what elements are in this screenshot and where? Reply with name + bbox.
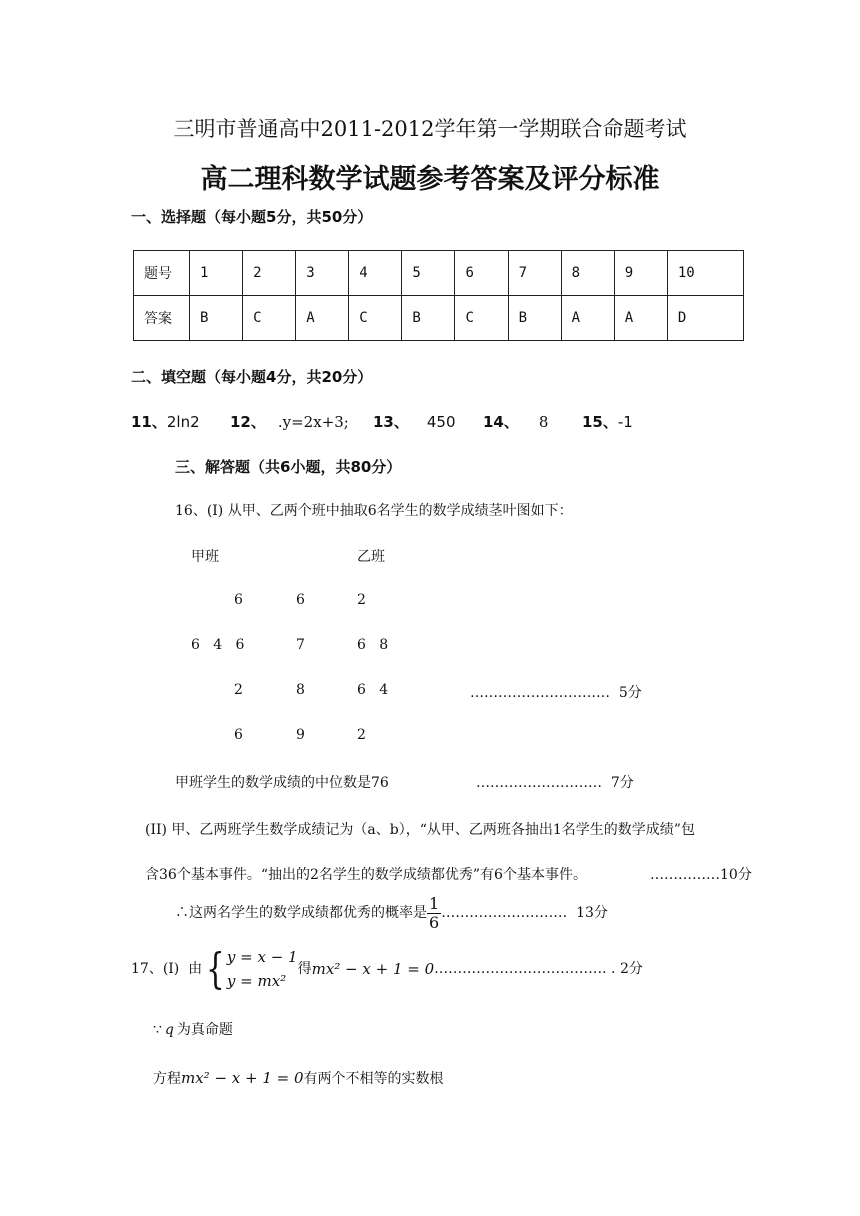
equation-expression: mx² − x + 1 = 0: [181, 1069, 304, 1087]
fill-item-answer: 2ln2: [166, 413, 200, 431]
equation-1: y = x − 1: [226, 948, 298, 966]
answer-cell: B: [508, 296, 561, 341]
q16-part2-line1: (II) 甲、乙两班学生数学成绩记为（a、b），“从甲、乙两班各抽出1名学生的数学成绩”包: [145, 822, 695, 838]
score-mark: ……………10分: [650, 867, 752, 883]
answer-cell: C: [455, 296, 508, 341]
document-subtitle: 高二理科数学试题参考答案及评分标准: [200, 164, 660, 195]
question-number: 1: [190, 251, 243, 296]
stem-leaf-label-jia: 甲班: [191, 549, 219, 565]
answer-row: [134, 296, 744, 341]
answer-cell: C: [349, 296, 402, 341]
q16-intro: 16、(I) 从甲、乙两个班中抽取6名学生的数学成绩茎叶图如下：: [175, 503, 573, 519]
stem-leaf-stem: 6: [296, 592, 305, 608]
fill-item-answer: .y=2x+3;: [277, 413, 349, 431]
answer-cell: C: [243, 296, 296, 341]
fraction-denominator: 6: [429, 912, 440, 932]
stem-leaf-left-leaves: 6 4 6: [191, 637, 245, 653]
fill-item-13: [373, 411, 456, 432]
because-text: 为真命题: [176, 1022, 233, 1038]
answer-cell: A: [296, 296, 349, 341]
stem-leaf-stem: 7: [296, 637, 305, 653]
equation-prefix: 方程: [153, 1071, 181, 1087]
section1-heading: 一、选择题（每小题5分，共50分）: [131, 208, 373, 226]
fill-item-answer: 8: [538, 413, 549, 431]
fill-item-number: 12、: [230, 413, 266, 431]
stem-leaf-left-leaves: 6: [234, 727, 243, 743]
answer-cell: A: [614, 296, 667, 341]
equation-2: y = mx²: [226, 972, 287, 990]
fill-item-number: 14、: [483, 413, 519, 431]
stem-leaf-stem: 9: [296, 727, 305, 743]
q-variable: q: [164, 1022, 174, 1038]
fill-item-14: [483, 411, 548, 432]
fill-item-12: [230, 411, 349, 432]
fill-item-number: 11、: [131, 413, 167, 431]
score-mark: ………………………………. . 2分: [434, 961, 643, 977]
answer-table: [133, 250, 744, 341]
stem-leaf-stem: 8: [296, 682, 305, 698]
q17-prefix: 17、(I) 由: [131, 961, 203, 977]
answer-cell: B: [190, 296, 243, 341]
fill-item-answer: 450: [426, 413, 456, 431]
stem-leaf-right-leaves: 6 4: [357, 682, 389, 698]
brace-icon: {: [206, 944, 225, 993]
question-number-row: [134, 251, 744, 296]
probability-text: ∴这两名学生的数学成绩都优秀的概率是: [175, 905, 427, 921]
question-number: 8: [561, 251, 614, 296]
q17-equation-line: [153, 1068, 444, 1088]
question-number: 10: [667, 251, 743, 296]
fill-item-number: 13、: [373, 413, 409, 431]
answer-cell: B: [402, 296, 455, 341]
fill-item-15: [582, 411, 633, 432]
question-number: 9: [614, 251, 667, 296]
fill-item-11: [131, 411, 200, 432]
q17-get: 得: [297, 961, 312, 977]
score-mark: ……………………… 13分: [441, 905, 608, 921]
stem-leaf-right-leaves: 2: [357, 592, 366, 608]
section2-heading: 二、填空题（每小题4分，共20分）: [131, 368, 373, 386]
question-number: 3: [296, 251, 349, 296]
question-number: 5: [402, 251, 455, 296]
q17-result-equation: mx² − x + 1 = 0: [311, 960, 435, 978]
stem-leaf-right-leaves: 6 8: [357, 637, 389, 653]
document-title: 三明市普通高中2011-2012学年第一学期联合命题考试: [173, 117, 687, 141]
answer-cell: A: [561, 296, 614, 341]
score-mark: ……………………… 7分: [476, 775, 634, 791]
q17-part1: [131, 944, 643, 994]
stem-leaf-left-leaves: 6: [234, 592, 243, 608]
q16-probability: [175, 893, 608, 933]
question-row-label: 题号: [134, 251, 190, 296]
question-number: 4: [349, 251, 402, 296]
question-number: 7: [508, 251, 561, 296]
q16-part2-line2: 含36个基本事件。“抽出的2名学生的数学成绩都优秀”有6个基本事件。: [145, 867, 587, 883]
fraction-numerator: 1: [429, 893, 440, 913]
section3-heading: 三、解答题（共6小题，共80分）: [175, 458, 402, 476]
equation-system: [227, 945, 298, 993]
fill-item-number: 15、: [582, 413, 618, 431]
stem-leaf-label-yi: 乙班: [357, 549, 385, 565]
probability-fraction: [427, 895, 441, 932]
score-mark: ………………………… 5分: [470, 685, 642, 701]
fill-item-answer: -1: [617, 413, 633, 431]
stem-leaf-left-leaves: 2: [234, 682, 243, 698]
equation-suffix: 有两个不相等的实数根: [303, 1071, 444, 1087]
question-number: 2: [243, 251, 296, 296]
stem-leaf-right-leaves: 2: [357, 727, 366, 743]
answer-cell: D: [667, 296, 743, 341]
because-symbol: ∵: [153, 1022, 162, 1038]
q16-median-text: 甲班学生的数学成绩的中位数是76: [175, 775, 389, 791]
q17-because-line: [153, 1019, 233, 1039]
question-number: 6: [455, 251, 508, 296]
answer-row-label: 答案: [134, 296, 190, 341]
